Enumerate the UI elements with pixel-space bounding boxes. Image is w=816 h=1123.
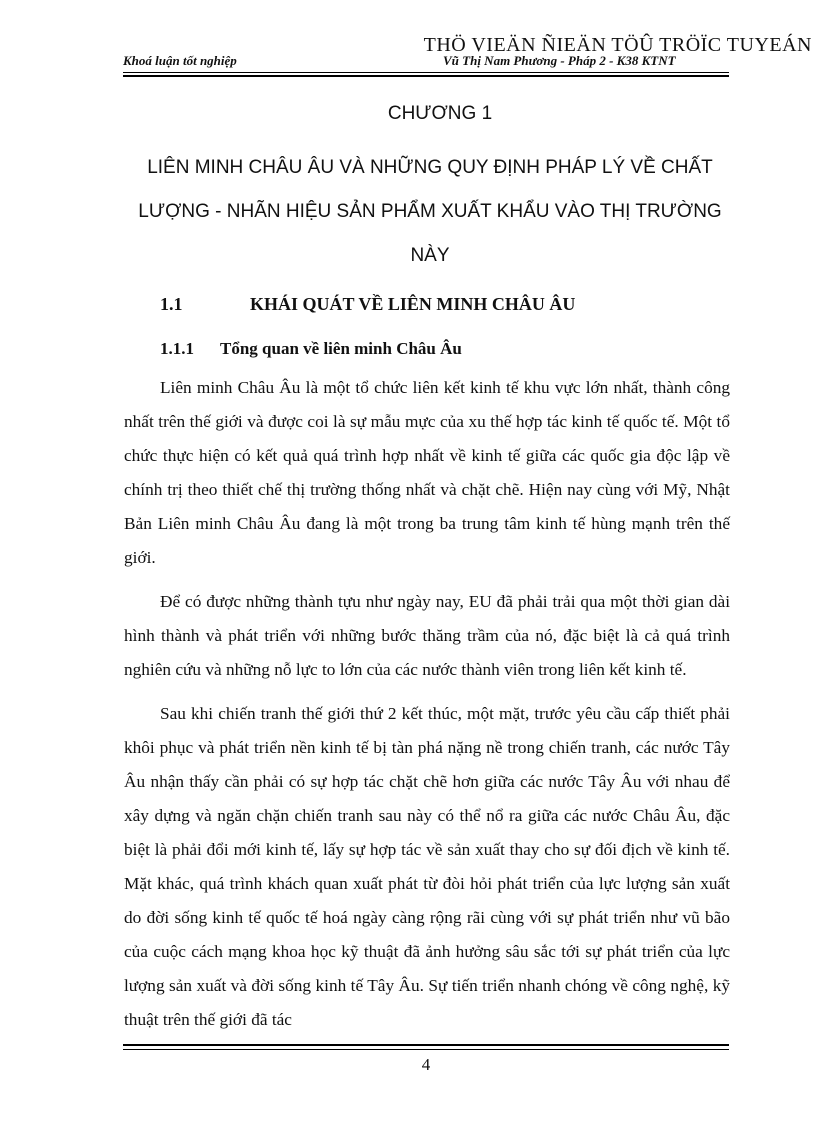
page-number: 4 xyxy=(421,1055,431,1074)
subsection-title: Tổng quan về liên minh Châu Âu xyxy=(220,339,462,358)
section-title: KHÁI QUÁT VỀ LIÊN MINH CHÂU ÂU xyxy=(250,294,576,314)
section-number: 1.1 xyxy=(160,294,183,314)
section-heading xyxy=(160,294,575,315)
header-divider-thick xyxy=(123,75,729,77)
paragraph: Sau khi chiến tranh thế giới thứ 2 kết thúc, một mặt, trước yêu cầu cấp thiết phải khôi phục và phát triển nền kinh tế bị tàn phá nặng nề trong chiến tranh, các nước Tây Âu nhận thấy cần phải có sự hợp tác chặt chẽ hơn giữa các nước Tây Âu với nhau để xây dựng và ngăn chặn chiến tranh sau này có thể nổ ra giữa các nước Châu Âu, đặc biệt là phải đổi mới kinh tế, lấy sự hợp tác về sản xuất thay cho sự đối địch về kinh tế. Mặt khác, quá trình khách quan xuất phát từ đòi hỏi phát triển của lực lượng sản xuất do đời sống kinh tế quốc tế hoá ngày càng rộng rãi cùng với sự phát triển như vũ bão của cuộc cách mạng khoa học kỹ thuật đã ảnh hưởng sâu sắc tới sự phát triển của lực lượng sản xuất và đời sống kinh tế Tây Âu. Sự tiến triển nhanh chóng về công nghệ, kỹ thuật trên thế giới đã tác xyxy=(124,704,730,1029)
paragraph: Liên minh Châu Âu là một tổ chức liên kết kinh tế khu vực lớn nhất, thành công nhất trên thế giới và được coi là sự mẫu mực của xu thế hợp tác kinh tế quốc tế. Một tổ chức thực hiện có kết quả quá trình hợp nhất về kinh tế giữa các quốc gia độc lập về chính trị theo thiết chế thị trường thống nhất và chặt chẽ. Hiện nay cùng với Mỹ, Nhật Bản Liên minh Châu Âu đang là một trong ba trung tâm kinh tế hùng mạnh trên thế giới. xyxy=(124,378,730,567)
header-right-text: Vũ Thị Nam Phương - Pháp 2 - K38 KTNT xyxy=(443,53,676,68)
subsection-number: 1.1.1 xyxy=(160,339,194,358)
header-left-text: Khoá luận tốt nghiệp xyxy=(123,53,237,68)
footer-divider xyxy=(123,1049,729,1050)
chapter-title: LIÊN MINH CHÂU ÂU VÀ NHỮNG QUY ĐỊNH PHÁP LÝ VỀ CHẤT LƯỢNG - NHÃN HIỆU SẢN PHẨM XUẤT KHẨU VÀO THỊ TRƯỜNG NÀY xyxy=(138,157,722,266)
paragraph: Để có được những thành tựu như ngày nay, EU đã phải trải qua một thời gian dài hình thành và phát triển với những bước thăng trầm của nó, đặc biệt là cả quá trình nghiên cứu và những nỗ lực to lớn của các nước thành viên trong liên kết kinh tế. xyxy=(124,592,730,679)
chapter-heading: CHƯƠNG 1 xyxy=(387,103,493,124)
subsection-heading xyxy=(160,339,462,359)
footer-divider-thick xyxy=(123,1044,729,1046)
watermark-text: THÖ VIEÄN ÑIEÄN TÖÛ TRÖÏC TUYEÁN xyxy=(423,34,812,56)
header-divider xyxy=(123,72,729,73)
body-text xyxy=(124,371,730,1047)
